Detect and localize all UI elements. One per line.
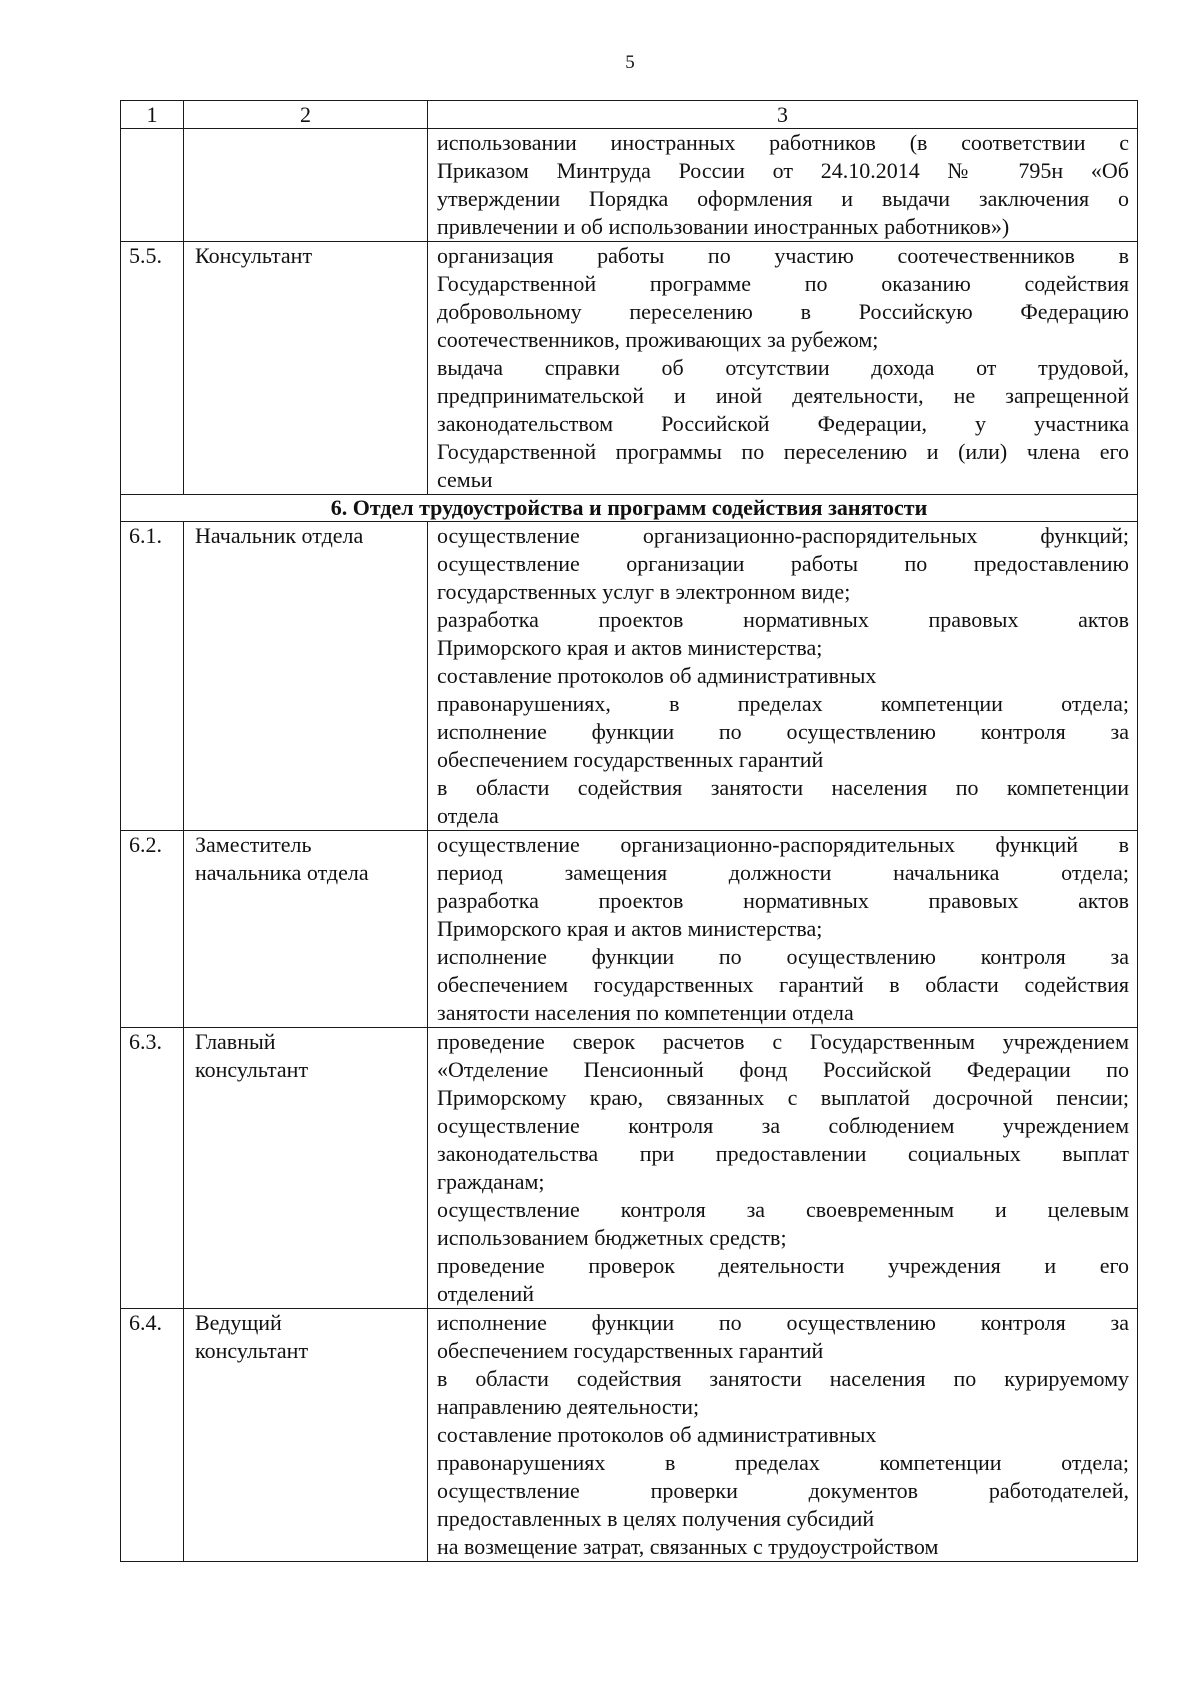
function-text-line: законодательства при предоставлении социальных выплат (437, 1141, 1129, 1166)
section-heading-row (121, 495, 1138, 522)
position-name (184, 522, 428, 831)
table-row (121, 522, 1138, 831)
position-text-line: консультант (195, 1338, 309, 1363)
function-text-line: утверждении Порядка оформления и выдачи заключения о (437, 186, 1129, 211)
function-text-line: Государственной программы по переселению и (или) члена его (437, 439, 1129, 464)
position-text-line: консультант (195, 1057, 309, 1082)
function-text-line: Государственной программе по оказанию содействия (437, 271, 1129, 296)
position-name (184, 242, 428, 495)
function-text-line: правонарушениях в пределах компетенции отдела; (437, 1450, 1129, 1475)
position-text-line: Ведущий (195, 1310, 282, 1335)
section-title: 6. Отдел трудоустройства и программ содействия занятости (121, 495, 1138, 522)
function-text-line: в области содействия занятости населения по курируемому (437, 1366, 1129, 1391)
position-name (184, 129, 428, 242)
functions-cell (428, 242, 1138, 495)
function-text-line: осуществление проверки документов работодателей, (437, 1478, 1129, 1503)
function-text-line: осуществление контроля за своевременным и целевым (437, 1197, 1129, 1222)
header-col-3: 3 (428, 101, 1138, 129)
function-text-line: проведение проверок деятельности учреждения и его (437, 1253, 1129, 1278)
function-text-line: осуществление организации работы по предоставлению (437, 551, 1129, 576)
function-text-line: осуществление контроля за соблюдением учреждением (437, 1113, 1129, 1138)
function-text-line: осуществление организационно-распорядительных функций в (437, 832, 1129, 857)
function-text-line: проведение сверок расчетов с Государственным учреждением (437, 1029, 1129, 1054)
header-col-1: 1 (121, 101, 184, 129)
function-text-line: осуществление организационно-распорядительных функций; (437, 523, 1129, 548)
function-text-line: составление протоколов об административных (437, 663, 877, 688)
function-text-line: предпринимательской и иной деятельности, не запрещенной (437, 383, 1129, 408)
row-number: 6.2. (121, 831, 184, 1028)
function-text-line: занятости населения по компетенции отдела (437, 1000, 854, 1025)
row-number: 6.4. (121, 1309, 184, 1562)
function-text-line: добровольному переселению в Российскую Федерацию (437, 299, 1129, 324)
function-text-line: законодательством Российской Федерации, у участника (437, 411, 1129, 436)
function-text-line: государственных услуг в электронном виде; (437, 579, 851, 604)
function-text-line: правонарушениях, в пределах компетенции отдела; (437, 691, 1129, 716)
function-text-line: гражданам; (437, 1169, 545, 1194)
function-text-line: исполнение функции по осуществлению контроля за (437, 944, 1129, 969)
function-text-line: организация работы по участию соотечественников в (437, 243, 1129, 268)
function-text-line: Приморского края и актов министерства; (437, 635, 823, 660)
row-number: 6.3. (121, 1028, 184, 1309)
function-text-line: использованием бюджетных средств; (437, 1225, 787, 1250)
position-name (184, 831, 428, 1028)
function-text-line: исполнение функции по осуществлению контроля за (437, 719, 1129, 744)
functions-cell (428, 1028, 1138, 1309)
function-text-line: «Отделение Пенсионный фонд Российской Федерации по (437, 1057, 1129, 1082)
function-text-line: период замещения должности начальника отдела; (437, 860, 1129, 885)
function-text-line: в области содействия занятости населения по компетенции (437, 775, 1129, 800)
row-number: 5.5. (121, 242, 184, 495)
table-row (121, 831, 1138, 1028)
table-row (121, 129, 1138, 242)
page-number: 5 (625, 52, 635, 73)
function-text-line: соотечественников, проживающих за рубежом; (437, 327, 879, 352)
function-text-line: отделений (437, 1281, 535, 1306)
position-name (184, 1028, 428, 1309)
row-number (121, 129, 184, 242)
function-text-line: разработка проектов нормативных правовых актов (437, 888, 1129, 913)
position-text-line: начальника отдела (195, 860, 369, 885)
position-text-line: Консультант (195, 243, 313, 268)
function-text-line: обеспечением государственных гарантий в области содействия (437, 972, 1129, 997)
function-text-line: направлению деятельности; (437, 1394, 700, 1419)
function-text-line: обеспечением государственных гарантий (437, 747, 824, 772)
table-header-row (121, 101, 1138, 129)
position-text-line: Заместитель (195, 832, 312, 857)
functions-cell (428, 129, 1138, 242)
position-text-line: Главный (195, 1029, 276, 1054)
function-text-line: отдела (437, 803, 499, 828)
duties-table (120, 100, 1138, 1562)
functions-cell (428, 522, 1138, 831)
function-text-line: на возмещение затрат, связанных с трудоустройством (437, 1534, 939, 1559)
function-text-line: составление протоколов об административных (437, 1422, 877, 1447)
function-text-line: Приказом Минтруда России от 24.10.2014 № 795н «Об (437, 158, 1129, 183)
function-text-line: использовании иностранных работников (в соответствии с (437, 130, 1129, 155)
function-text-line: обеспечением государственных гарантий (437, 1338, 824, 1363)
table-row (121, 242, 1138, 495)
function-text-line: выдача справки об отсутствии дохода от трудовой, (437, 355, 1129, 380)
function-text-line: Приморскому краю, связанных с выплатой досрочной пенсии; (437, 1085, 1129, 1110)
table-row (121, 1309, 1138, 1562)
function-text-line: разработка проектов нормативных правовых актов (437, 607, 1129, 632)
table-row (121, 1028, 1138, 1309)
functions-cell (428, 831, 1138, 1028)
function-text-line: Приморского края и актов министерства; (437, 916, 823, 941)
function-text-line: семьи (437, 467, 493, 492)
row-number: 6.1. (121, 522, 184, 831)
position-text-line: Начальник отдела (195, 523, 364, 548)
functions-cell (428, 1309, 1138, 1562)
function-text-line: привлечении и об использовании иностранных работников») (437, 214, 1010, 239)
position-name (184, 1309, 428, 1562)
function-text-line: предоставленных в целях получения субсидий (437, 1506, 875, 1531)
function-text-line: исполнение функции по осуществлению контроля за (437, 1310, 1129, 1335)
header-col-2: 2 (184, 101, 428, 129)
